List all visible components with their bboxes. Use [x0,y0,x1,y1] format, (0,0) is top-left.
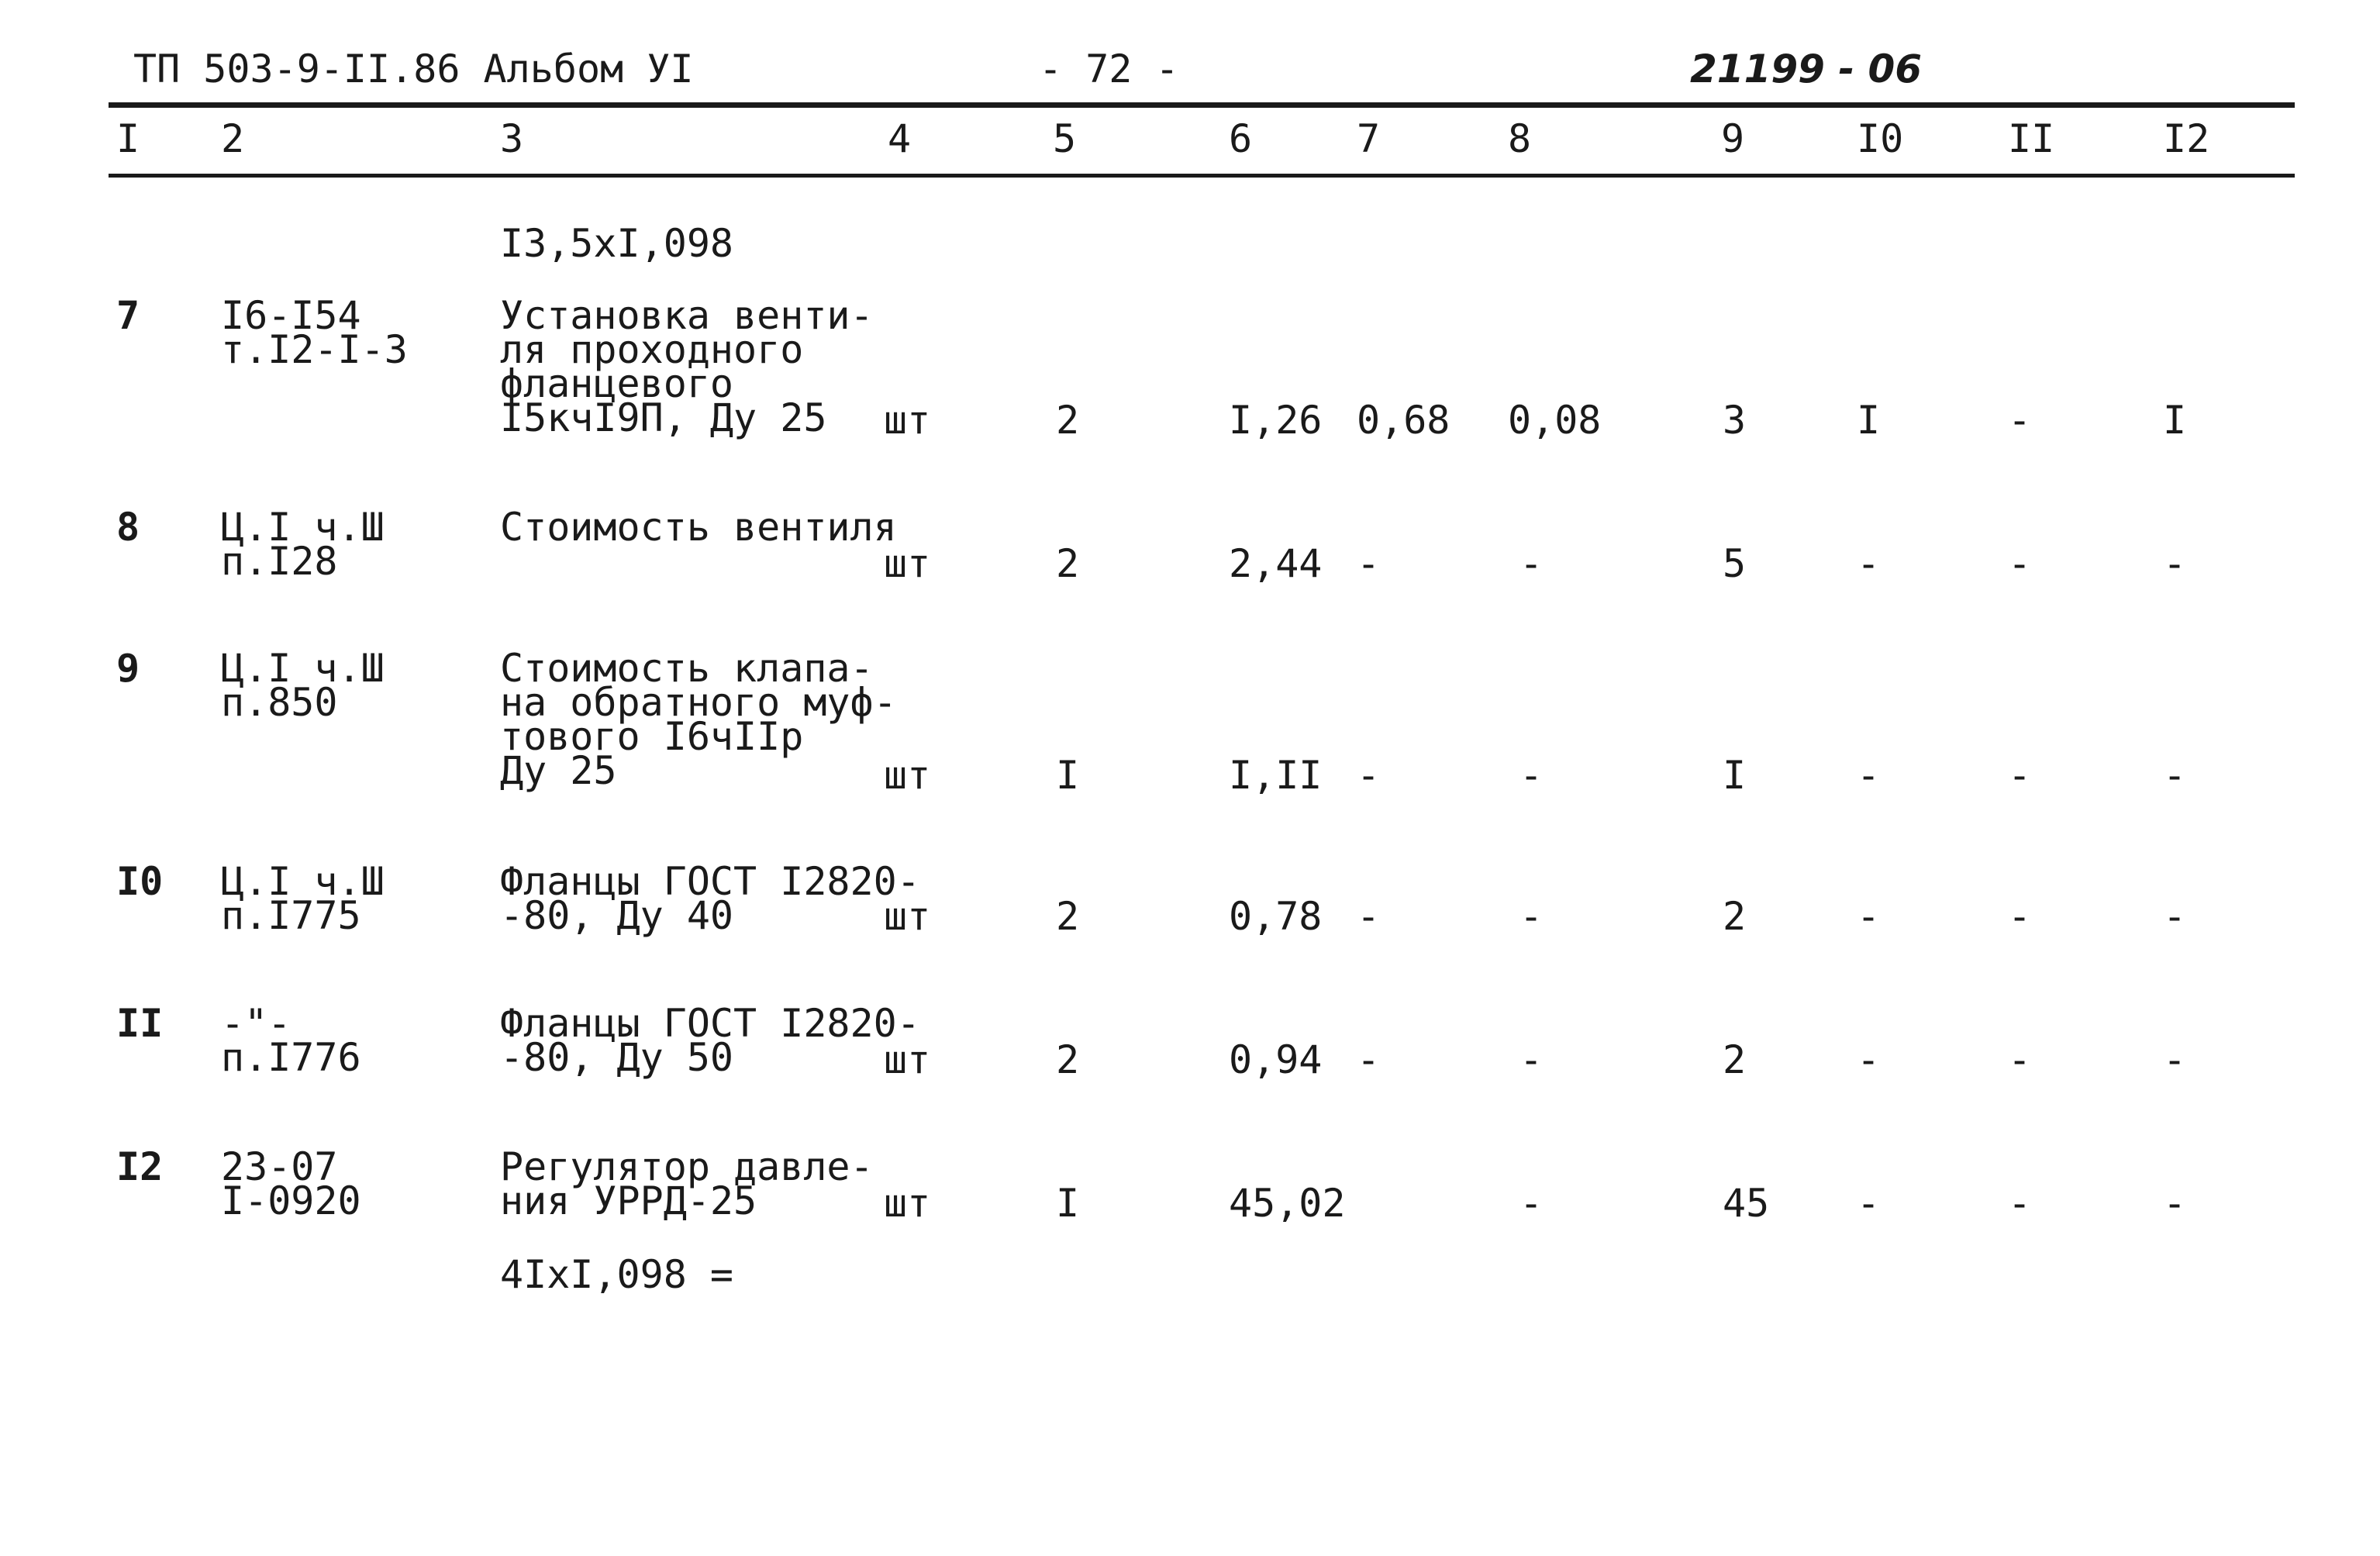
row-number: 7 [116,293,140,338]
column-number-9: 9 [1721,116,1745,161]
col-9-value: 5 [1723,541,1747,586]
price-reference: -"- п.I776 [221,1001,361,1080]
col-10-value: - [1857,541,1881,586]
col-10-value: I [1857,398,1881,443]
col-7-value: - [1357,541,1381,586]
col-9-value: 2 [1723,894,1747,939]
col-12-value: - [2163,541,2187,586]
quantity: 2 [1056,894,1080,939]
col-6-value: I,26 [1229,398,1323,443]
page-number: - 72 - [1039,47,1179,91]
column-number-2: 2 [221,116,245,161]
price-reference: I6-I54 т.I2-I-3 [221,293,408,372]
quantity: 2 [1056,541,1080,586]
col-8-value: - [1519,894,1544,939]
col-8-value: 0,08 [1508,398,1602,443]
column-number-3: 3 [500,116,524,161]
col-9-value: 2 [1723,1037,1747,1082]
col-8-value: - [1519,1181,1544,1226]
column-number-12: I2 [2163,116,2210,161]
item-description: Установка венти- ля проходного фланцевого I5кчI9П, Ду 25 [500,293,874,440]
item-description: Стоимость клапа- на обратного муф- тового I6чIIр Ду 25 [500,646,897,793]
col-6-value: I,II [1229,753,1323,798]
item-description: Регулятор давле- ния УРРД-25 [500,1144,874,1223]
col-9-value: 45 [1723,1181,1770,1226]
column-number-8: 8 [1508,116,1532,161]
quantity: 2 [1056,398,1080,443]
price-reference: Ц.I ч.Ш п.850 [221,646,385,725]
quantity: I [1056,1181,1080,1226]
col-11-value: - [2008,541,2032,586]
price-reference: Ц.I ч.Ш п.I775 [221,859,385,938]
row-number: 8 [116,505,140,550]
column-number-6: 6 [1229,116,1253,161]
col-12-value: - [2163,894,2187,939]
document-number: 21199 - 06 [1690,47,1923,91]
col-12-value: - [2163,1181,2187,1226]
col-7-value: - [1357,753,1381,798]
col-9-value: I [1723,753,1747,798]
unit: шт [884,753,931,798]
col-6-value: 0,94 [1229,1037,1323,1082]
table-top-rule [109,102,2295,108]
column-number-4: 4 [888,116,912,161]
col-7-value: - [1357,894,1381,939]
col-12-value: I [2163,398,2187,443]
unit: шт [884,1181,931,1226]
col-11-value: - [2008,753,2032,798]
row-number: II [116,1001,164,1046]
column-number-1: I [116,116,140,161]
item-description: Фланцы ГОСТ I2820- -80, Ду 50 [500,1001,920,1080]
item-description: Фланцы ГОСТ I2820- -80, Ду 40 [500,859,920,938]
col-8-value: - [1519,1037,1544,1082]
col-12-value: - [2163,1037,2187,1082]
item-description: Стоимость вентиля [500,505,897,550]
unit: шт [884,1037,931,1082]
price-reference: Ц.I ч.Ш п.I28 [221,505,385,584]
col-7-value: - [1357,1037,1381,1082]
column-number-10: I0 [1857,116,1904,161]
continued-calculation: I3,5xI,098 [500,221,734,266]
col-7-value: 0,68 [1357,398,1450,443]
col-9-value: 3 [1723,398,1747,443]
col-6-value: 45,02 [1229,1181,1346,1226]
column-number-7: 7 [1357,116,1381,161]
col-6-value: 0,78 [1229,894,1323,939]
col-11-value: - [2008,398,2032,443]
col-10-value: - [1857,894,1881,939]
unit: шт [884,541,931,586]
col-11-value: - [2008,894,2032,939]
col-6-value: 2,44 [1229,541,1323,586]
quantity: I [1056,753,1080,798]
col-11-value: - [2008,1181,2032,1226]
unit: шт [884,894,931,939]
col-11-value: - [2008,1037,2032,1082]
unit: шт [884,398,931,443]
col-8-value: - [1519,541,1544,586]
col-10-value: - [1857,753,1881,798]
price-reference: 23-07 I-0920 [221,1144,361,1223]
document-code: ТП 503-9-II.86 Альбом УI [133,47,694,91]
row-number: I2 [116,1144,164,1189]
col-10-value: - [1857,1181,1881,1226]
quantity: 2 [1056,1037,1080,1082]
col-10-value: - [1857,1037,1881,1082]
row-number: I0 [116,859,164,904]
table-header-rule [109,174,2295,178]
column-number-11: II [2008,116,2055,161]
col-8-value: - [1519,753,1544,798]
col-12-value: - [2163,753,2187,798]
column-number-5: 5 [1053,116,1077,161]
row-number: 9 [116,646,140,691]
continued-calculation: 4IxI,098 = [500,1252,734,1297]
